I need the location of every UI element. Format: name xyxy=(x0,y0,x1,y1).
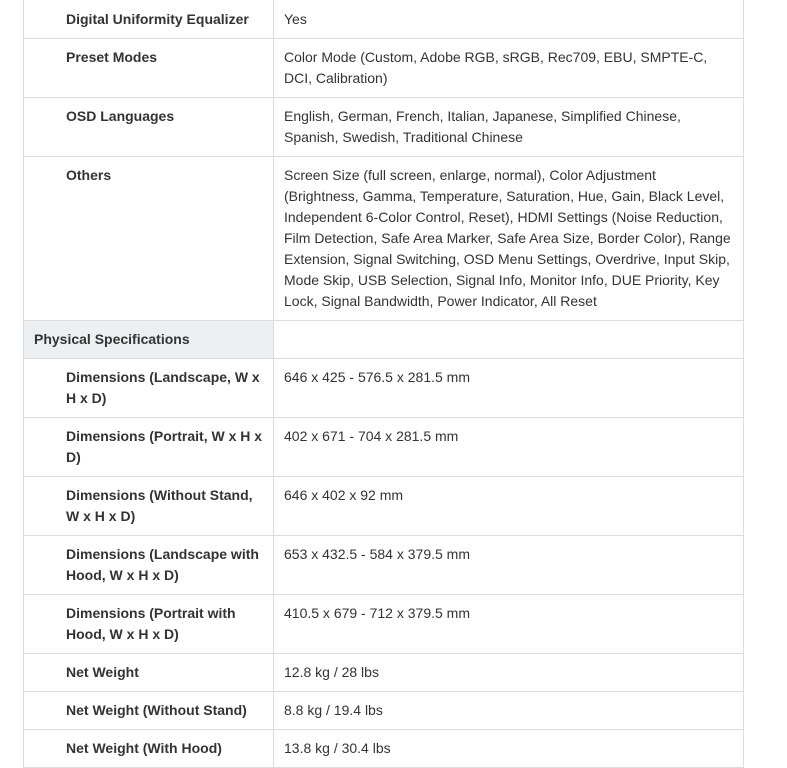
spec-label: Preset Modes xyxy=(24,39,274,98)
spec-value: 12.8 kg / 28 lbs xyxy=(274,654,744,692)
spec-label: Dimensions (Portrait with Hood, W x H x D) xyxy=(24,595,274,654)
spec-label: Dimensions (Landscape, W x H x D) xyxy=(24,359,274,418)
spec-row-digital-uniformity-equalizer xyxy=(24,0,744,39)
spec-row-osd-languages xyxy=(24,98,744,157)
spec-value: 653 x 432.5 - 584 x 379.5 mm xyxy=(274,536,744,595)
spec-row-dimensions-portrait-with-hood xyxy=(24,595,744,654)
spec-label: Dimensions (Landscape with Hood, W x H x D) xyxy=(24,536,274,595)
spec-value: 646 x 402 x 92 mm xyxy=(274,477,744,536)
section-blank-cell xyxy=(274,321,744,359)
spec-value: Screen Size (full screen, enlarge, normal), Color Adjustment (Brightness, Gamma, Temperature, Saturation, Hue, Gain, Black Level, Independent 6-Color Control, Reset), HDMI Settings (Noise Reduction, Film Detection, Safe Area Marker, Safe Area Size, Border Color), Range Extension, Signal Switching, OSD Menu Settings, Overdrive, Input Skip, Mode Skip, USB Selection, Signal Info, Monitor Info, DUE Priority, Key Lock, Signal Bandwidth, Power Indicator, All Reset xyxy=(274,157,744,321)
spec-row-dimensions-without-stand xyxy=(24,477,744,536)
spec-label: Digital Uniformity Equalizer xyxy=(24,0,274,39)
spec-value: Color Mode (Custom, Adobe RGB, sRGB, Rec709, EBU, SMPTE-C, DCI, Calibration) xyxy=(274,39,744,98)
spec-label: Net Weight (With Hood) xyxy=(24,730,274,768)
spec-label: Others xyxy=(24,157,274,321)
section-title: Physical Specifications xyxy=(24,321,274,359)
spec-value: Yes xyxy=(274,0,744,39)
spec-row-net-weight-with-hood xyxy=(24,730,744,768)
spec-row-net-weight-without-stand xyxy=(24,692,744,730)
spec-value: 646 x 425 - 576.5 x 281.5 mm xyxy=(274,359,744,418)
spec-value: 410.5 x 679 - 712 x 379.5 mm xyxy=(274,595,744,654)
spec-value: 8.8 kg / 19.4 lbs xyxy=(274,692,744,730)
spec-row-dimensions-portrait xyxy=(24,418,744,477)
spec-label: Dimensions (Without Stand, W x H x D) xyxy=(24,477,274,536)
section-header-physical-specifications xyxy=(24,321,744,359)
spec-label: Net Weight (Without Stand) xyxy=(24,692,274,730)
specifications-table xyxy=(23,0,744,768)
spec-label: Dimensions (Portrait, W x H x D) xyxy=(24,418,274,477)
spec-label: OSD Languages xyxy=(24,98,274,157)
spec-row-preset-modes xyxy=(24,39,744,98)
spec-value: 13.8 kg / 30.4 lbs xyxy=(274,730,744,768)
spec-value: 402 x 671 - 704 x 281.5 mm xyxy=(274,418,744,477)
spec-row-dimensions-landscape-with-hood xyxy=(24,536,744,595)
spec-value: English, German, French, Italian, Japanese, Simplified Chinese, Spanish, Swedish, Traditional Chinese xyxy=(274,98,744,157)
spec-row-dimensions-landscape xyxy=(24,359,744,418)
spec-row-others xyxy=(24,157,744,321)
spec-label: Net Weight xyxy=(24,654,274,692)
spec-row-net-weight xyxy=(24,654,744,692)
